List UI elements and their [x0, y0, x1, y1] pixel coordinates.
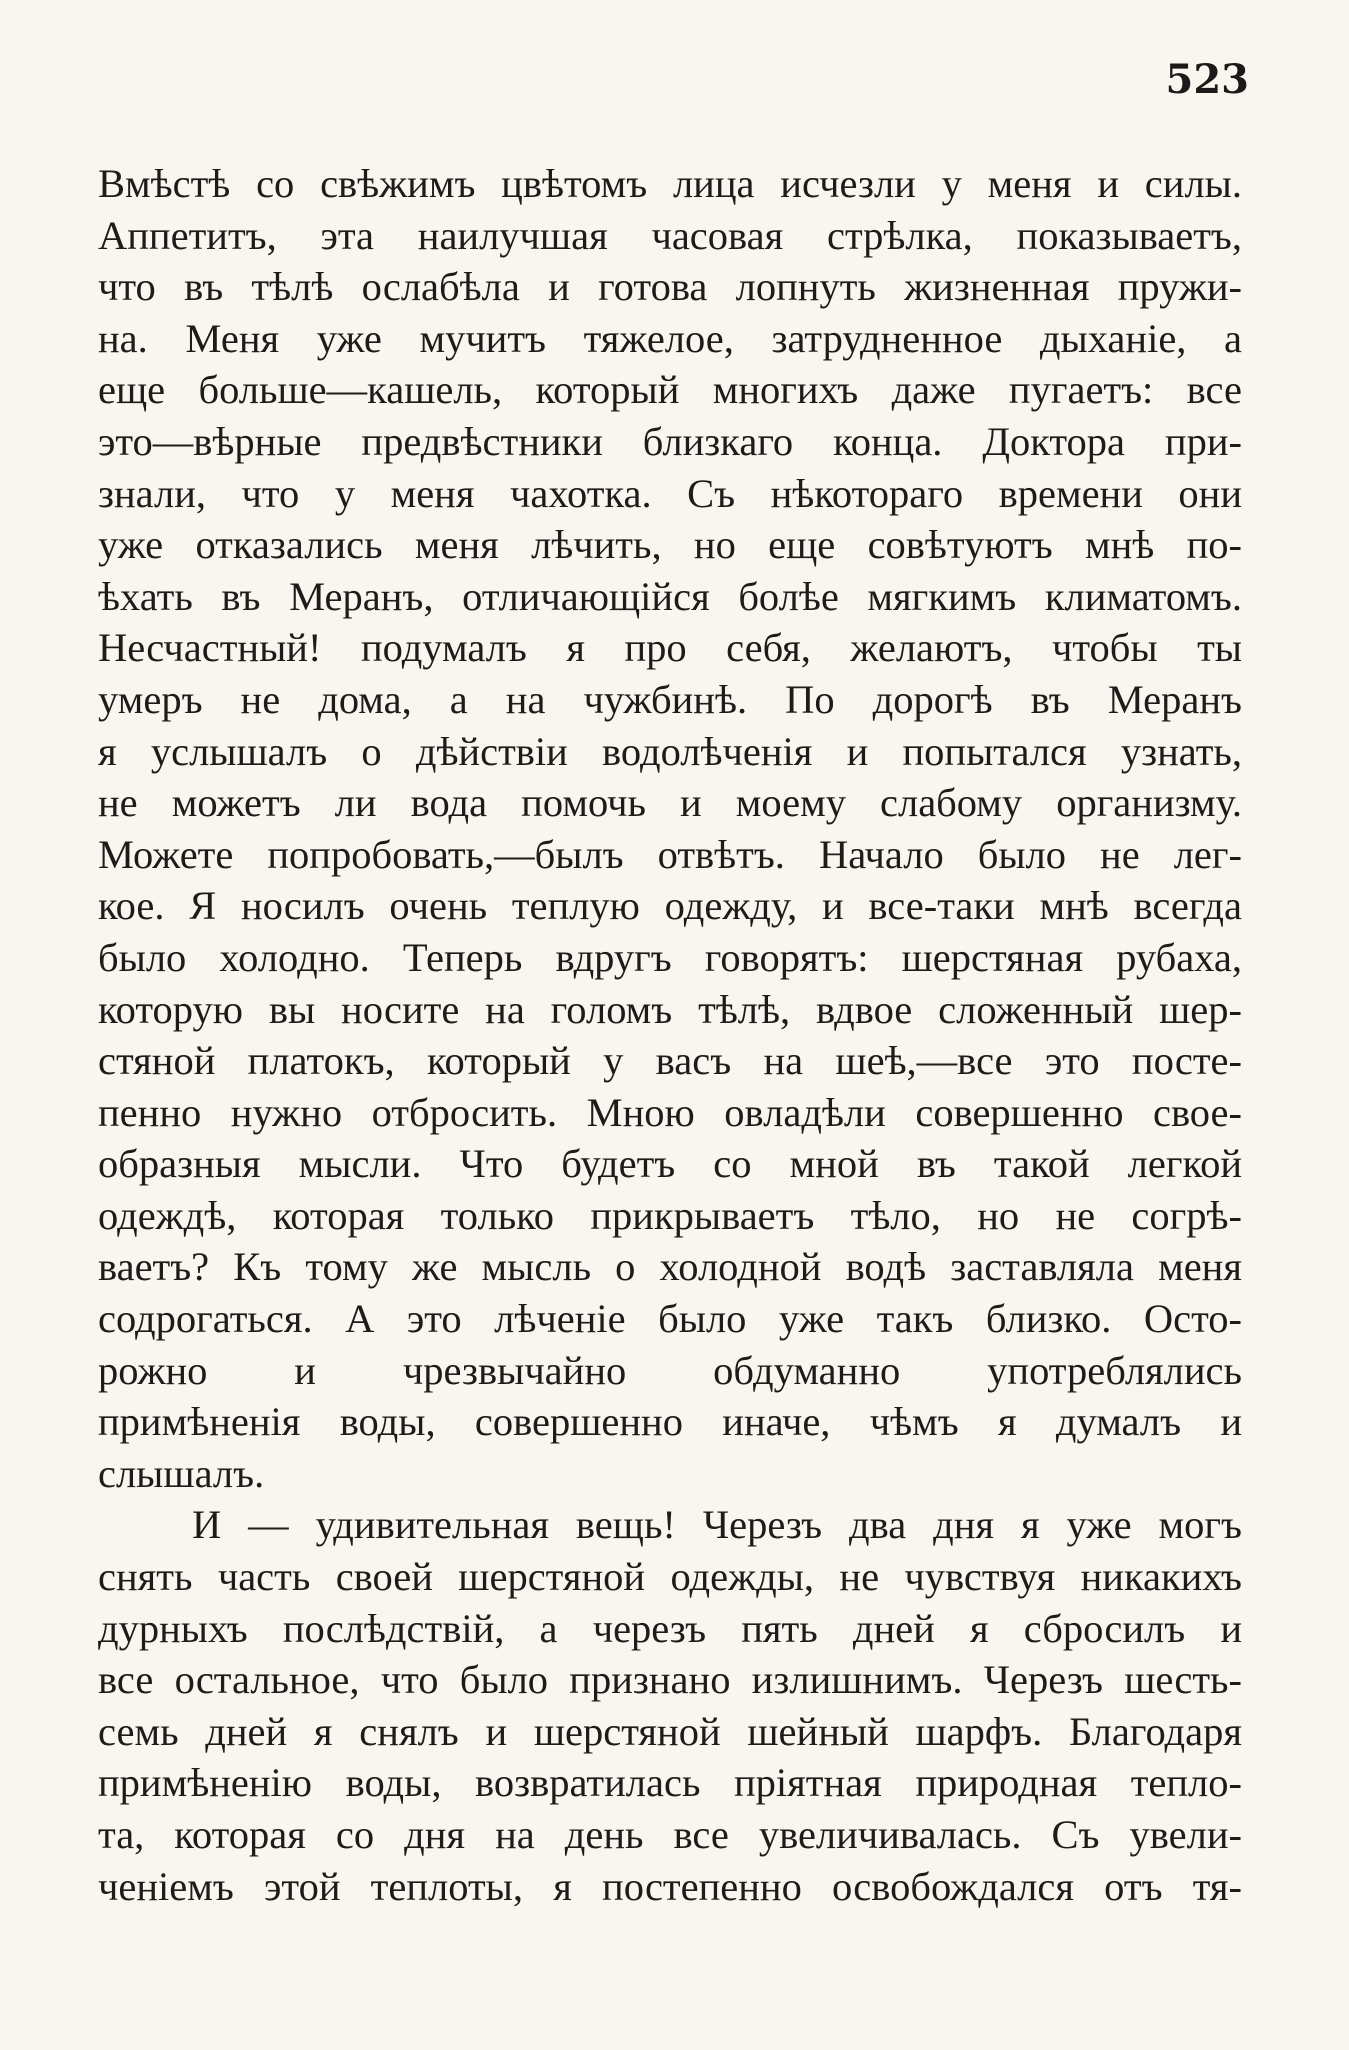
text-line: я услышалъ о дѣйствіи водолѣченія и попытался узнать,	[98, 728, 1242, 774]
text-line: образныя мысли. Что будетъ со мной въ такой легкой	[98, 1141, 1242, 1187]
text-line: И — удивительная вещь! Черезъ два дня я уже могъ	[192, 1502, 1242, 1548]
text-line: было холодно. Теперь вдругъ говорятъ: шерстяная рубаха,	[98, 934, 1242, 980]
text-line: еще больше—кашель, который многихъ даже пугаетъ: все	[98, 367, 1242, 413]
text-line: все остальное, что было признано излишнимъ. Черезъ шесть-	[98, 1657, 1242, 1703]
text-line: на. Меня уже мучитъ тяжелое, затрудненное дыханіе, а	[98, 315, 1242, 361]
text-line: снять часть своей шерстяной одежды, не чувствуя никакихъ	[98, 1554, 1242, 1600]
text-line: одеждѣ, которая только прикрываетъ тѣло, но не согрѣ-	[98, 1192, 1242, 1238]
text-line: что въ тѣлѣ ослабѣла и готова лопнуть жизненная пружи-	[98, 264, 1242, 310]
text-line: кое. Я носилъ очень теплую одежду, и все-таки мнѣ всегда	[98, 883, 1242, 929]
text-line: уже отказались меня лѣчить, но еще совѣтуютъ мнѣ по-	[98, 522, 1242, 568]
text-line: это—вѣрные предвѣстники близкаго конца. Доктора при-	[98, 418, 1242, 464]
text-line: Вмѣстѣ со свѣжимъ цвѣтомъ лица исчезли у меня и силы.	[98, 161, 1242, 206]
text-line: дурныхъ послѣдствій, а черезъ пять дней я сбросилъ и	[98, 1605, 1242, 1651]
text-line: примѣненія воды, совершенно иначе, чѣмъ я думалъ и	[98, 1399, 1242, 1445]
text-line: знали, что у меня чахотка. Съ нѣкотораго времени они	[98, 470, 1242, 516]
text-line: которую вы носите на голомъ тѣлѣ, вдвое сложенный шер-	[98, 986, 1242, 1032]
text-line: Несчастный! подумалъ я про себя, желаютъ, чтобы ты	[98, 625, 1242, 671]
text-line: рожно и чрезвычайно обдуманно употреблялись	[98, 1347, 1242, 1393]
text-line: семь дней я снялъ и шерстяной шейный шарфъ. Благодаря	[98, 1708, 1242, 1754]
text-line: Аппетитъ, эта наилучшая часовая стрѣлка, показываетъ,	[98, 212, 1242, 258]
paragraph-2	[98, 1499, 1242, 1912]
text-line: не можетъ ли вода помочь и моему слабому организму.	[98, 780, 1242, 826]
text-line: та, которая со дня на день все увеличивалась. Съ увели-	[98, 1812, 1242, 1857]
paragraph-1	[98, 158, 1242, 1499]
text-line: ваетъ? Къ тому же мысль о холодной водѣ заставляла меня	[98, 1244, 1242, 1290]
text-line: пенно нужно отбросить. Мною овладѣли совершенно свое-	[98, 1089, 1242, 1135]
text-line: ѣхать въ Меранъ, отличающійся болѣе мягкимъ климатомъ.	[98, 573, 1242, 619]
text-line: ченіемъ этой теплоты, я постепенно освобождался отъ тя-	[98, 1863, 1242, 1909]
text-line: стяной платокъ, который у васъ на шеѣ,—все это посте-	[98, 1038, 1242, 1084]
text-line: содрогаться. А это лѣченіе было уже такъ близко. Осто-	[98, 1296, 1242, 1342]
text-line: слышалъ.	[98, 1450, 265, 1496]
text-line: Можете попробовать,—былъ отвѣтъ. Начало было не лег-	[98, 831, 1242, 877]
page-number: 523	[1165, 56, 1249, 103]
text-line: умеръ не дома, а на чужбинѣ. По дорогѣ въ Меранъ	[98, 676, 1242, 722]
text-block	[98, 158, 1242, 1912]
text-line: примѣненію воды, возвратилась пріятная природная тепло-	[98, 1760, 1242, 1806]
